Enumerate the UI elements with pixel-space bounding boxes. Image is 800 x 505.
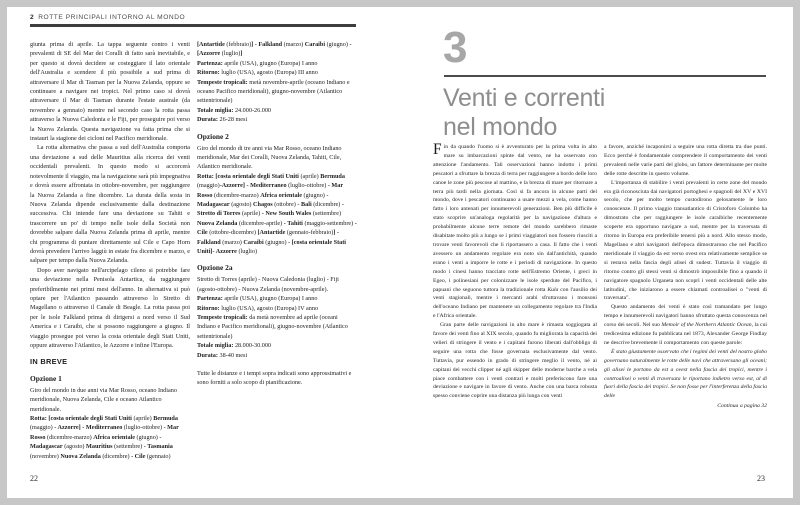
- left-page-column-2: [197, 40, 357, 480]
- option-2a-heading: Opzione 2a: [197, 263, 233, 273]
- left-page-column-1: [30, 40, 190, 480]
- option-1-intro: Giro del mondo in due anni via Mar Rosso, oceano Indiano meridionale, Nuova Zelanda, Cile e oceano Atlantico meridionale.: [30, 386, 177, 413]
- option-2-route: Rotta: [costa orientale degli Stati Uniti (aprile) Bermuda (maggio)-Azzorre] - Mediterraneo (luglio-ottobre) - Mar Rosso (dicembre-marzo) Africa orientale (giugno) - Madagascar (agosto) Chagos (ottobre) - Bali (dicembre) - Stretto di Torres (aprile) - New South Wales (settembre) Nuova Zelanda (dicembre-aprile) - Tahiti (maggio-settembre) - Cile (ottobre-dicembre) [Antartide (gennaio-febbraio)] - Falkland (marzo) Caraibi (giugno) - [costa orientale Stati Uniti]- Azzorre (luglio): [197, 172, 357, 256]
- chapter-title-line-2: nel mondo: [443, 113, 558, 141]
- continuation-note: Continua a pagina 32: [717, 403, 767, 410]
- option-2-intro: Giro del mondo di tre anni via Mar Rosso, oceano Indiano meridionale, Mar dei Coralli, Nuova Zelanda, Tahiti, Cile, Atlantico meridionale.: [197, 144, 342, 171]
- stat-line: Ritorno: luglio (USA), agosto (Europa) III anno: [197, 69, 318, 77]
- page-number-left: 22: [30, 474, 38, 483]
- header-rule: [30, 24, 356, 27]
- stat-line: Partenza: aprile (USA), giugno (Europa) I anno: [197, 59, 318, 67]
- right-page-column-2: [604, 143, 767, 475]
- chapter-title: [443, 84, 683, 142]
- left-page: [7, 7, 400, 498]
- option-1-route: Rotta: [costa orientale degli Stati Uniti (aprile) Bermuda (maggio) - Azzorre] - Mediterraneo (luglio-ottobre) - Mar Rosso (dicembre-marzo) Africa orientale (giugno) - Madagascar (agosto) Mauritius (settembre) - Tasmania (novembre) Nuova Zelanda (dicembre) - Cile (gennaio): [30, 414, 179, 460]
- chapter-title-line-1: Venti e correnti: [443, 84, 605, 112]
- page-number-right: 23: [757, 474, 765, 483]
- stat-line: Durata: 26-28 mesi: [197, 116, 248, 124]
- running-header: [30, 14, 185, 21]
- option-2-heading: Opzione 2: [197, 131, 229, 141]
- body-paragraph: La rotta alternativa che passa a sud dell'Australia comporta una deviazione a sud delle Mauritius alla ricerca dei venti occidentali prevalenti. In questo modo si accorcerà notevolmente il viaggio, ma la navigazione sarà più impegnativa e dovrà essere affrontata in ottobre-novembre, per raggiungere la Nuova Zelanda a fine dicembre. La durata della sosta in Nuova Zelanda dipende esclusivamente dalla destinazione successiva. Chi intende fare una deviazione su Tahiti e trascorrere un po' di tempo nelle isole della Società non dovrebbe salpare dalla Nuova Zelanda prima di aprile, mentre chi programma di puntare direttamente sul Cile e Capo Horn dovrà prevedere l'arrivo laggiù in estate fra dicembre e marzo, e salpare per tempo dalla Nuova Zelanda.: [30, 144, 190, 265]
- chapter-rule: [444, 75, 766, 77]
- in-breve-heading: IN BREVE: [30, 357, 68, 367]
- body-paragraph: [433, 143, 597, 321]
- option-2a-intro: Stretto di Torres (aprile) - Nuova Caledonia (luglio) - Fiji (agosto-ottobre) - Nuova Zelanda (novembre-aprile).: [197, 276, 339, 293]
- stat-line: Tempeste tropicali: metà novembre-aprile (oceano Indiano e oceano Pacifico meridionali), giugno-novembre (Atlantico settentrionale): [197, 78, 350, 105]
- body-paragraph: Dopo aver navigato nell'arcipelago cileno si potrebbe fare una deviazione nella Penisola Antartica, da raggiungere preferibilmente nei primi mesi dell'anno. In alternativa si può optare per l'Atlantico passando attraverso lo Stretto di Magellano o attraverso il Canale di Beagle. La rotta passa poi per le isole Falkland prima di dirigersi a nord verso il Sud America e i Caraibi, che si possono raggiungere a giugno. Il viaggio prosegue poi verso la costa orientale degli Stati Uniti, oppure attraverso l'Atlantico, le Azzorre e infine l'Europa.: [30, 266, 190, 349]
- body-paragraph: L'importanza di stabilire i venti prevalenti in certe zone del mondo era già riconosciuta dai navigatori portoghesi e spagnoli del XV e XVI secolo, che per molto tempo custodirono gelosamente le loro conoscenze. Il primo viaggio transatlantico di Cristoforo Colombo ha dimostrato che per raggiungere le isole caraibiche recentemente scoperte era opportuno navigare a sud, mentre per la traversata di ritorno in Europa era preferibile tenersi più a nord. Allo stesso modo, Magellano e altri navigatori dell'epoca dimostrarono che nel Pacifico meridionale il viaggio da est verso ovest era relativamente semplice se si restava nella fascia degli alisei di sudest. Tuttavia il viaggio di ritorno contro gli stessi venti si dimostrò impossibile fino a quando il navigatore spagnolo Urganeta non scoprì i venti occidentali delle alte latitudini, che iniziarono a essere chiamati controalisei o "venti di traversata".: [604, 179, 767, 302]
- stat-line: Durata: 38-40 mesi: [197, 351, 248, 359]
- right-page-column-1: [433, 143, 597, 475]
- quote-paragraph: È stato giustamente osservato che i regimi dei venti del nostro globo governano naturalmente le rotte delle navi che attraversano gli oceani; gli alisei le portano da est a ovest nella fascia dei tropici, mentre i controalisei o venti di traversata le riportano indietro verso est, al di fuori della fascia dei tropici. Se non fosse per l'interferenza della fascia delle: [604, 348, 767, 400]
- running-header-title: ROTTE PRINCIPALI INTORNO AL MONDO: [38, 14, 186, 21]
- stat-line: Totale miglia: 28.000-30.000: [197, 342, 272, 350]
- drop-cap: F: [433, 143, 442, 158]
- stat-line: Totale miglia: 24.000-26.000: [197, 106, 272, 114]
- planning-footnote: Tutte le distanze e i tempi sopra indicati sono approssimativi e sono forniti a solo scopo di pianificazione.: [197, 370, 352, 387]
- running-header-number: 2: [30, 14, 35, 21]
- stat-line: Ritorno: luglio (USA), agosto (Europa) IV anno: [197, 304, 319, 312]
- stat-line: Partenza: aprile (USA), giugno (Europa) I anno: [197, 295, 318, 303]
- body-paragraph: Questo andamento dei venti è stato così tramandato per lungo tempo e innumerevoli navigatori hanno sfruttato questa conoscenza nel corso dei secoli. Nel suo Memoir of the Northern Atlantic Ocean, la cui tredicesima edizione fu pubblicata nel 1873, Alexander George Findlay ne descrive brevemente il comportamento con queste parole:: [604, 304, 767, 346]
- paragraph-text: in da quando l'uomo si è avventurato per la prima volta in alto mare su imbarcazioni spinte dal vento, ne ha osservato con attenzione l'andamento. Tali osservazioni hanno indotto i primi pescatori a sfruttare la brezza di terra per raggiungere a bordo delle loro canoe le zone più pescose al mattino, e la brezza di mare per ritornare a terra più tardi nella giornata. Così si fa ancora in alcune parti del mondo, dove i pescatori continuano a usare mezzi a vela, come hanno fatto i loro antenati per innumerevoli generazioni. Ben più difficile è stato scoprire un'analoga regolarità per la navigazione d'altura e probabilmente alcune terre remote del mondo sarebbero rimaste disabitate molto più a lungo se i primi viaggiatori non fossero riusciti a trovare venti favorevoli che li riportassero a casa. Il fatto che i venti avessero un andamento regolare era noto sin dall'antichità, quando erano i venti a imporre le rotte e i periodi di navigazione. In questo modo i cinesi hanno tracciato rotte nell'Estremo Oriente, i greci in Egeo, i polinesiani per colonizzare le isole sperdute del Pacifico, i papuani che seguono tuttora la tradizionale rotta Kula con l'ausilio dei venti stagionali, mentre i mercanti arabi sfruttavano i monsoni dell'oceano Indiano per mantenere un collegamento regolare tra l'India e l'Africa orientale.: [433, 144, 597, 320]
- stat-line: Tempeste tropicali: da metà novembre ad aprile (oceani Indiano e Pacifico meridionali), giugno-novembre (Atlantico settentrionale): [197, 313, 348, 340]
- body-paragraph: Gran parte delle navigazioni in alto mare è rimasta soggiogata al favore dei venti fino al XIX secolo, quando fu migliorata la capacità dei velieri di stringere il vento e i capitani furono liberati dall'obbligo di seguire una rotta che fosse governata esclusivamente dal vento. Tuttavia, pur essendo in grado di stringere meglio il vento, né ai capitani dei vecchi clipper né agli skipper delle moderne barche a vela piace combattere con i venti contrari e molti preferiscono fare una deviazione e navigare in favore di vento. Anche con una barca robusta spesso conviene coprire una distanza più lunga con venti: [433, 322, 597, 400]
- option-1-route-continuation: [Antartide (febbraio)] - Falkland (marzo) Caraibi (giugno) - [Azzorre (luglio)]: [197, 41, 352, 58]
- body-paragraph: giunta prima di aprile. La tappa seguente contro i venti prevalenti di SE del Mar dei Coralli di fatto sarà inevitabile, e per questo si dovrà decidere se costeggiare il lato orientale dell'Australia e scendere il più possibile a sud prima di attraversare il Mar di Tasman per la Nuova Zelanda, oppure se continuare a navigare nei tropici. Nel primo caso si dovrà attraversare il Mar di Tasman durante l'estate australe (da novembre a gennaio) mentre nel secondo caso la rotta passa attraverso la Nuova Caledonia e le Fiji, per proseguire poi verso la Nuova Zelanda. Questa navigazione va fatta prima che si instauri la stagione dei cicloni nel Pacifico meridionale.: [30, 41, 190, 143]
- right-page: [400, 7, 793, 498]
- option-1-heading: Opzione 1: [30, 373, 62, 383]
- body-paragraph: a favore, anziché incaponirsi a seguire una rotta diretta tra due punti. Ecco perché è fondamentale comprendere il comportamento dei venti prevalenti nelle varie parti del globo, un fattore determinante per molte delle rotte descritte in questo volume.: [604, 144, 767, 177]
- book-spread: [7, 7, 793, 498]
- chapter-number: 3: [443, 23, 468, 72]
